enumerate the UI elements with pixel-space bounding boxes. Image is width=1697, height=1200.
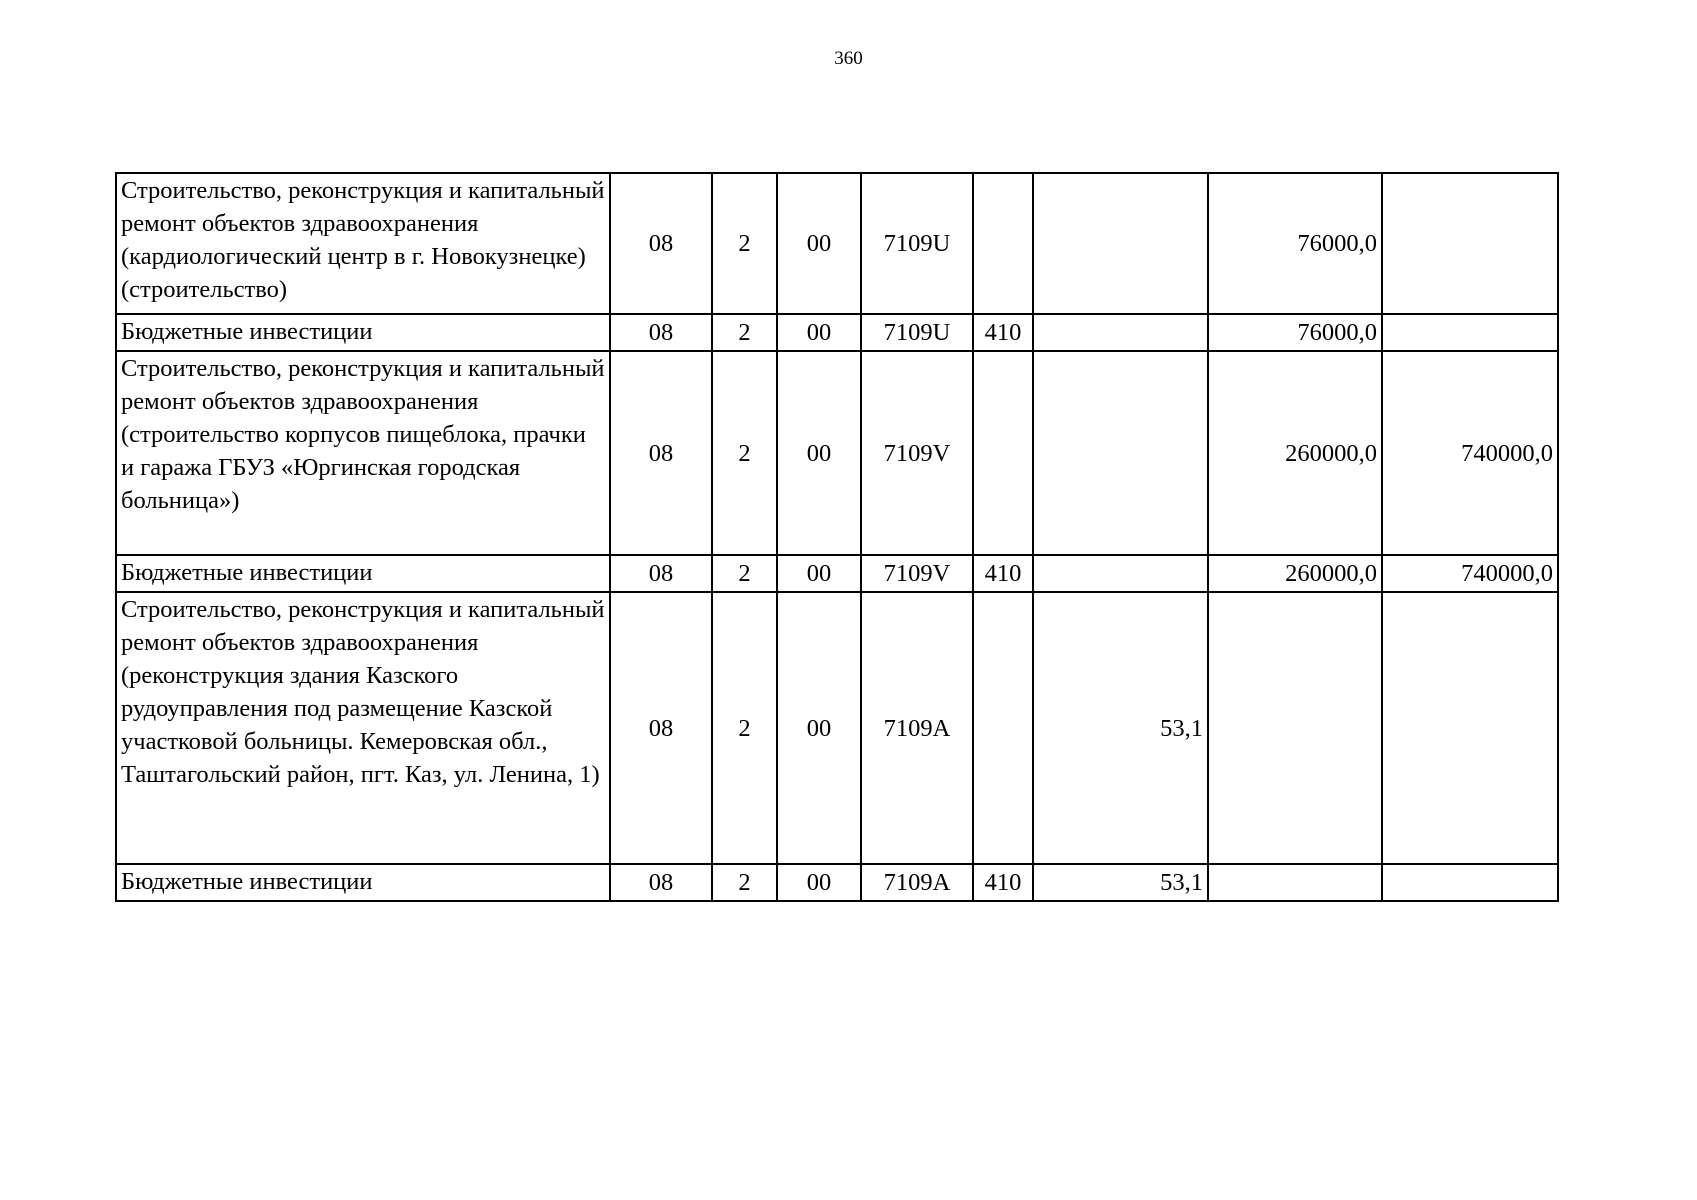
table-row — [116, 314, 1558, 351]
sum-2-cell — [1208, 864, 1382, 901]
subprogram-code-cell: 00 — [777, 864, 861, 901]
sum-3-cell — [1382, 864, 1558, 901]
program-code-cell: 2 — [712, 592, 777, 864]
expense-type-cell — [973, 351, 1033, 555]
sum-3-cell: 740000,0 — [1382, 555, 1558, 592]
row-name-cell: Строительство, реконструкция и капитальный ремонт объектов здравоохранения (реконструкция здания Казского рудоуправления под размещение Казской участковой больницы. Кемеровская обл., Таштагольский район, пгт. Каз, ул. Ленина, 1) — [116, 592, 610, 864]
row-name-cell: Бюджетные инвестиции — [116, 864, 610, 901]
section-code-cell: 08 — [610, 173, 712, 314]
program-code-cell: 2 — [712, 314, 777, 351]
section-code-cell: 08 — [610, 592, 712, 864]
subprogram-code-cell: 00 — [777, 173, 861, 314]
section-code-cell: 08 — [610, 351, 712, 555]
row-name-cell: Строительство, реконструкция и капитальный ремонт объектов здравоохранения (строительство корпусов пищеблока, прачки и гаража ГБУЗ «Юргинская городская больница») — [116, 351, 610, 555]
sum-1-cell: 53,1 — [1033, 864, 1208, 901]
budget-table — [115, 172, 1559, 902]
direction-code-cell: 7109A — [861, 864, 973, 901]
table-row — [116, 351, 1558, 555]
subprogram-code-cell: 00 — [777, 314, 861, 351]
direction-code-cell: 7109A — [861, 592, 973, 864]
direction-code-cell: 7109U — [861, 173, 973, 314]
sum-2-cell: 260000,0 — [1208, 351, 1382, 555]
section-code-cell: 08 — [610, 314, 712, 351]
expense-type-cell — [973, 592, 1033, 864]
program-code-cell: 2 — [712, 173, 777, 314]
row-name-cell: Бюджетные инвестиции — [116, 555, 610, 592]
expense-type-cell: 410 — [973, 864, 1033, 901]
direction-code-cell: 7109V — [861, 555, 973, 592]
table-row — [116, 592, 1558, 864]
sum-2-cell — [1208, 592, 1382, 864]
direction-code-cell: 7109V — [861, 351, 973, 555]
sum-3-cell — [1382, 173, 1558, 314]
sum-2-cell: 76000,0 — [1208, 314, 1382, 351]
subprogram-code-cell: 00 — [777, 351, 861, 555]
program-code-cell: 2 — [712, 555, 777, 592]
sum-1-cell — [1033, 351, 1208, 555]
row-name-cell: Бюджетные инвестиции — [116, 314, 610, 351]
table-row — [116, 864, 1558, 901]
subprogram-code-cell: 00 — [777, 555, 861, 592]
sum-2-cell: 260000,0 — [1208, 555, 1382, 592]
expense-type-cell: 410 — [973, 555, 1033, 592]
sum-1-cell — [1033, 314, 1208, 351]
sum-1-cell: 53,1 — [1033, 592, 1208, 864]
expense-type-cell: 410 — [973, 314, 1033, 351]
subprogram-code-cell: 00 — [777, 592, 861, 864]
sum-3-cell — [1382, 592, 1558, 864]
table-row — [116, 555, 1558, 592]
sum-1-cell — [1033, 555, 1208, 592]
row-name-cell: Строительство, реконструкция и капитальный ремонт объектов здравоохранения (кардиологический центр в г. Новокузнецке) (строительство) — [116, 173, 610, 314]
section-code-cell: 08 — [610, 555, 712, 592]
sum-2-cell: 76000,0 — [1208, 173, 1382, 314]
page-number: 360 — [834, 48, 863, 69]
sum-3-cell: 740000,0 — [1382, 351, 1558, 555]
program-code-cell: 2 — [712, 864, 777, 901]
expense-type-cell — [973, 173, 1033, 314]
sum-1-cell — [1033, 173, 1208, 314]
section-code-cell: 08 — [610, 864, 712, 901]
table-row — [116, 173, 1558, 314]
program-code-cell: 2 — [712, 351, 777, 555]
sum-3-cell — [1382, 314, 1558, 351]
direction-code-cell: 7109U — [861, 314, 973, 351]
